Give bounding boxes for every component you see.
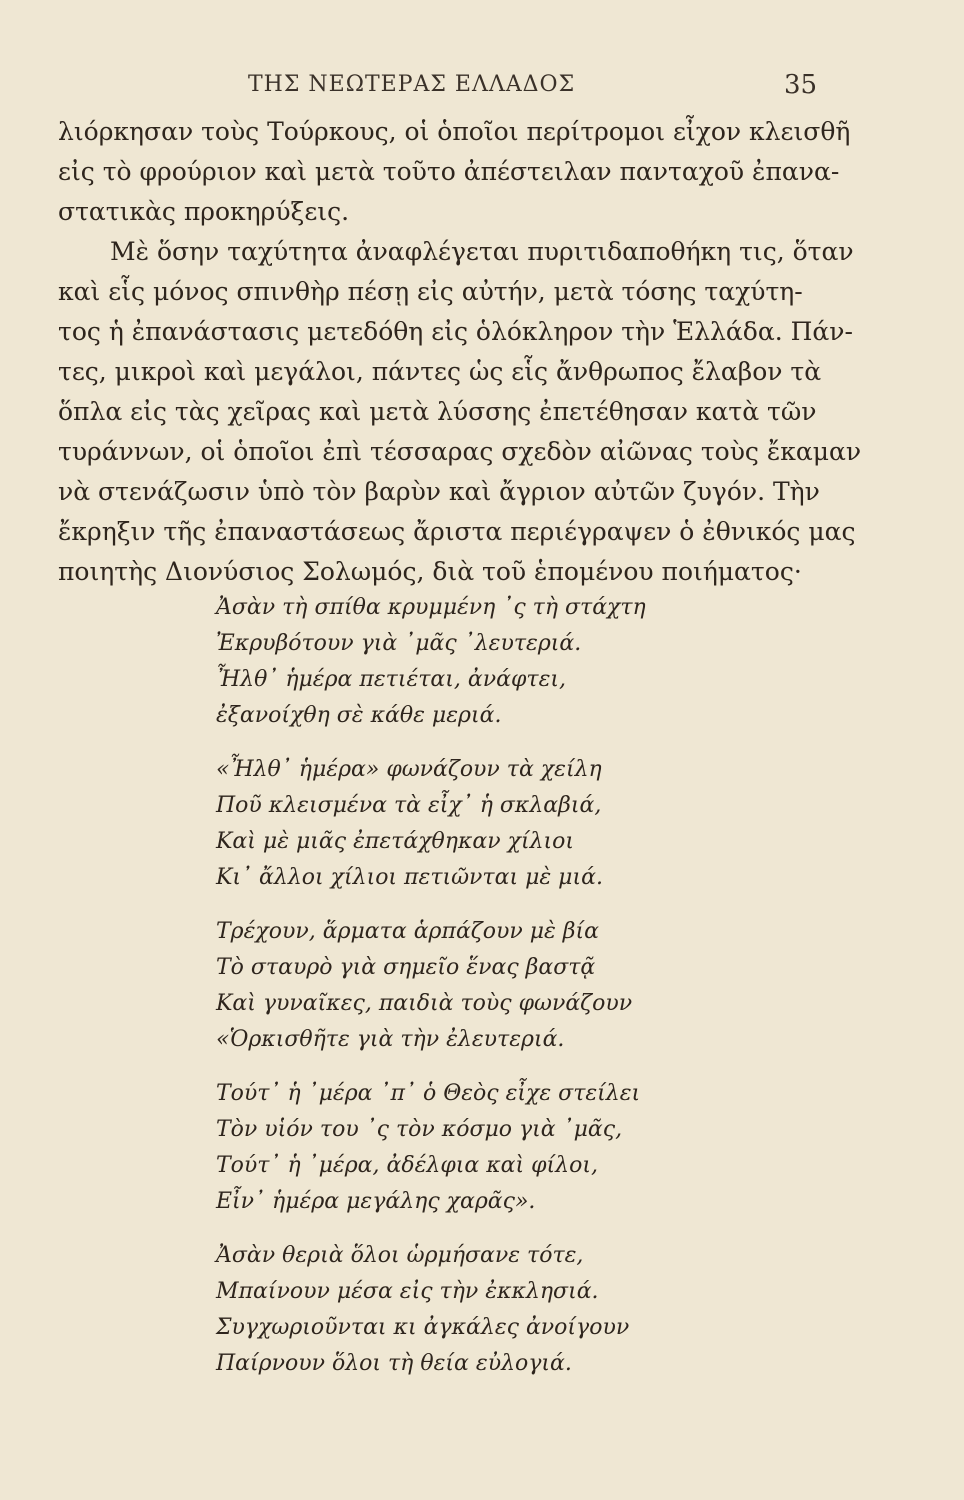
poem	[216, 590, 736, 1400]
poem-verse: Ἦλθ᾽ ἡμέρα πετιέται, ἀνάφτει,	[216, 667, 566, 692]
prose-line: τος ἡ ἐπανάστασις μετεδόθη εἰς ὁλόκληρον τὴν Ἑλλάδα. Πάν-	[58, 317, 853, 346]
prose-line: νὰ στενάζωσιν ὑπὸ τὸν βαρὺν καὶ ἄγριον αὐτῶν ζυγόν. Τὴν	[58, 477, 820, 506]
prose-line: ὅπλα εἰς τὰς χεῖρας καὶ μετὰ λύσσης ἐπετέθησαν κατὰ τῶν	[58, 397, 817, 426]
poem-verse: Ἀσὰν τὴ σπίθα κρυμμένη ᾽ς τὴ στάχτη	[216, 595, 646, 620]
prose-block	[58, 112, 862, 592]
prose-line: στατικὰς προκηρύξεις.	[58, 197, 350, 226]
prose-line: λιόρκησαν τοὺς Τούρκους, οἱ ὁποῖοι περίτρομοι εἶχον κλεισθῆ	[58, 117, 851, 146]
poem-verse: «Ὁρκισθῆτε γιὰ τὴν ἐλευτεριά.	[216, 1027, 565, 1052]
poem-verse: Εἶν᾽ ἡμέρα μεγάλης χαρᾶς».	[216, 1189, 536, 1214]
poem-verse: Τὸ σταυρὸ γιὰ σημεῖο ἕνας βαστᾷ	[216, 955, 596, 980]
running-title: ΤΗΣ ΝΕΩΤΕΡΑΣ ΕΛΛΑΔΟΣ	[248, 72, 576, 97]
poem-verse: Τρέχουν, ἅρματα ἁρπάζουν μὲ βία	[216, 919, 600, 944]
poem-verse: Τούτ᾽ ἡ ᾽μέρα, ἀδέλφια καὶ φίλοι,	[216, 1153, 598, 1178]
poem-verse: Ποῦ κλεισμένα τὰ εἶχ᾽ ἡ σκλαβιά,	[216, 793, 602, 818]
poem-verse: Μπαίνουν μέσα εἰς τὴν ἐκκλησιά.	[216, 1279, 599, 1304]
prose-line: τες, μικροὶ καὶ μεγάλοι, πάντες ὡς εἷς ἄνθρωπος ἔλαβον τὰ	[58, 357, 822, 386]
poem-verse: Συγχωριοῦνται κι ἀγκάλες ἀνοίγουν	[216, 1315, 630, 1340]
poem-stanza	[216, 590, 736, 734]
poem-verse: Ἐκρυβότουν γιὰ ᾽μᾶς ᾽λευτεριά.	[216, 631, 582, 656]
poem-stanza	[216, 1076, 736, 1220]
prose-line: τυράννων, οἱ ὁποῖοι ἐπὶ τέσσαρας σχεδὸν αἰῶνας τοὺς ἔκαμαν	[58, 437, 862, 466]
poem-verse: Καὶ γυναῖκες, παιδιὰ τοὺς φωνάζουν	[216, 991, 633, 1016]
poem-verse: ἐξανοίχθη σὲ κάθε μεριά.	[216, 703, 502, 728]
poem-stanza	[216, 752, 736, 896]
prose-line: ἔκρηξιν τῆς ἐπαναστάσεως ἄριστα περιέγραψεν ὁ ἐθνικός μας	[58, 517, 856, 546]
poem-verse: «Ἦλθ᾽ ἡμέρα» φωνάζουν τὰ χείλη	[216, 757, 602, 782]
poem-verse: Καὶ μὲ μιᾶς ἐπετάχθηκαν χίλιοι	[216, 829, 575, 854]
prose-line: Μὲ ὅσην ταχύτητα ἀναφλέγεται πυριτιδαποθήκη τις, ὅταν	[110, 237, 854, 266]
prose-line: καὶ εἷς μόνος σπινθὴρ πέσῃ εἰς αὐτήν, μετὰ τόσης ταχύτη-	[58, 277, 803, 306]
prose-line: ποιητὴς Διονύσιος Σολωμός, διὰ τοῦ ἑπομένου ποιήματος·	[58, 557, 802, 586]
poem-verse: Ἀσὰν θεριὰ ὅλοι ὡρμήσανε τότε,	[216, 1243, 584, 1268]
page-number: 35	[784, 70, 818, 100]
poem-verse: Παίρνουν ὅλοι τὴ θεία εὐλογιά.	[216, 1351, 572, 1376]
poem-stanza	[216, 1238, 736, 1382]
poem-stanza	[216, 914, 736, 1058]
poem-verse: Κι᾽ ἄλλοι χίλιοι πετιῶνται μὲ μιά.	[216, 865, 603, 890]
prose-line: εἰς τὸ φρούριον καὶ μετὰ τοῦτο ἀπέστειλαν πανταχοῦ ἐπανα-	[58, 157, 840, 186]
poem-verse: Τὸν υἱόν του ᾽ς τὸν κόσμο γιὰ ᾽μᾶς,	[216, 1117, 623, 1142]
poem-verse: Τούτ᾽ ἡ ᾽μέρα ᾽π᾽ ὁ Θεὸς εἶχε στείλει	[216, 1081, 641, 1106]
